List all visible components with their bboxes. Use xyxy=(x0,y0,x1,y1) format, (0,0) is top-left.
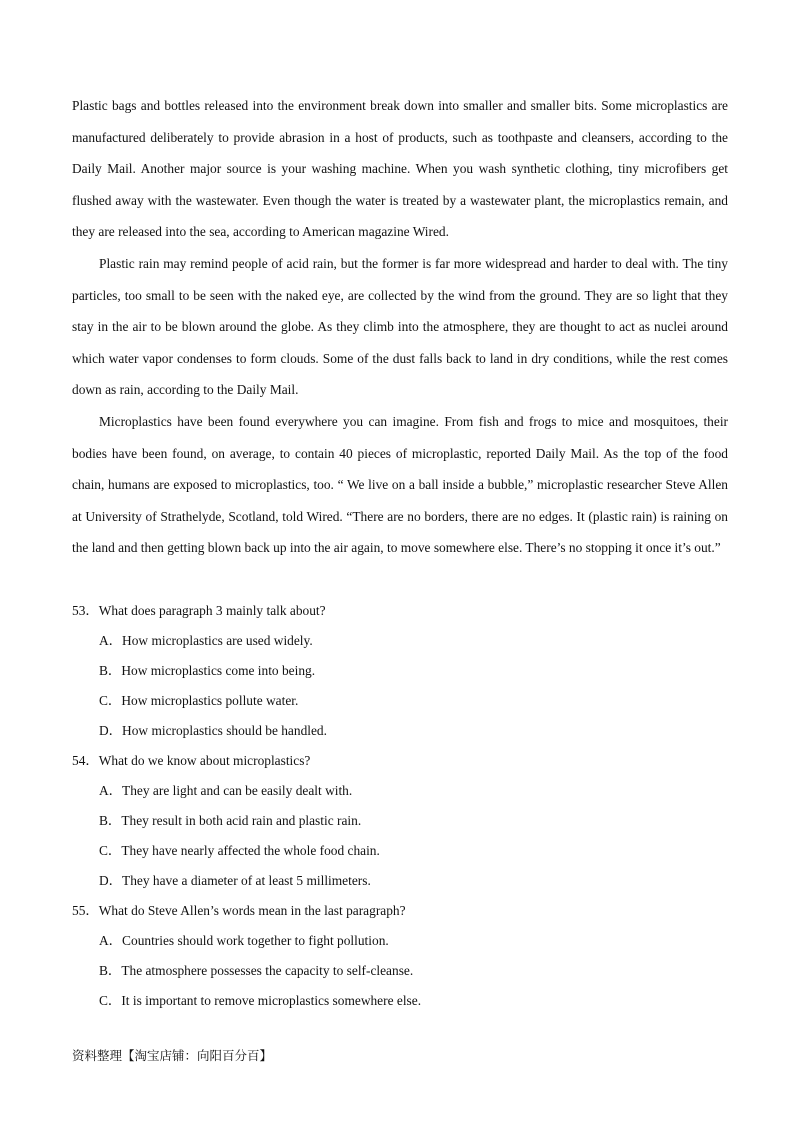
passage-paragraph-3: Microplastics have been found everywhere you can imagine. From fish and frogs to mice and mosquitoes, their bodies have been found, on average, to contain 40 pieces of microplastic, reported Daily Mail. As the top of the food chain, humans are exposed to microplastics, too. “ We live on a ball inside a bubble,” microplastic researcher Steve Allen at University of Strathelyde, Scotland, told Wired. “There are no borders, there are no edges. It (plastic rain) is raining on the land and then getting blown back up into the air again, to move somewhere else. There’s no stopping it once it’s out.” xyxy=(72,414,728,556)
question-53-option-c: C．How microplastics pollute water. xyxy=(99,693,299,708)
question-53-stem: 53．What does paragraph 3 mainly talk about? xyxy=(72,603,326,618)
question-54-stem: 54．What do we know about microplastics? xyxy=(72,753,311,768)
passage-paragraph-1: Plastic bags and bottles released into the environment break down into smaller and smaller bits. Some microplastics are manufactured deliberately to provide abrasion in a host of products, such as toothpaste and cleansers, according to the Daily Mail. Another major source is your washing machine. When you wash synthetic clothing, tiny microfibers get flushed away with the wastewater. Even though the water is treated by a wastewater plant, the microplastics remain, and they are released into the sea, according to American magazine Wired. xyxy=(72,98,728,240)
question-55-option-a: A．Countries should work together to fight pollution. xyxy=(99,933,389,948)
question-53-option-a: A．How microplastics are used widely. xyxy=(99,633,313,648)
question-55-option-b: B．The atmosphere possesses the capacity to self-cleanse. xyxy=(99,963,414,978)
question-54-option-c: C．They have nearly affected the whole food chain. xyxy=(99,843,380,858)
question-54-option-d: D．They have a diameter of at least 5 millimeters. xyxy=(99,873,371,888)
page-footer: 资料整理【淘宝店铺：向阳百分百】 xyxy=(72,1048,273,1063)
passage-paragraph-2: Plastic rain may remind people of acid rain, but the former is far more widespread and harder to deal with. The tiny particles, too small to be seen with the naked eye, are collected by the wind from the ground. They are so light that they stay in the air to be blown around the globe. As they climb into the atmosphere, they are thought to act as nuclei around which water vapor condenses to form clouds. Some of the dust falls back to land in dry conditions, while the rest comes down as rain, according to the Daily Mail. xyxy=(72,256,728,398)
question-53-option-b: B．How microplastics come into being. xyxy=(99,663,316,678)
question-54-option-a: A．They are light and can be easily dealt with. xyxy=(99,783,353,798)
question-54-option-b: B．They result in both acid rain and plastic rain. xyxy=(99,813,362,828)
question-55-option-c: C．It is important to remove microplastics somewhere else. xyxy=(99,993,422,1008)
question-53-option-d: D．How microplastics should be handled. xyxy=(99,723,327,738)
question-55-stem: 55．What do Steve Allen’s words mean in the last paragraph? xyxy=(72,903,406,918)
